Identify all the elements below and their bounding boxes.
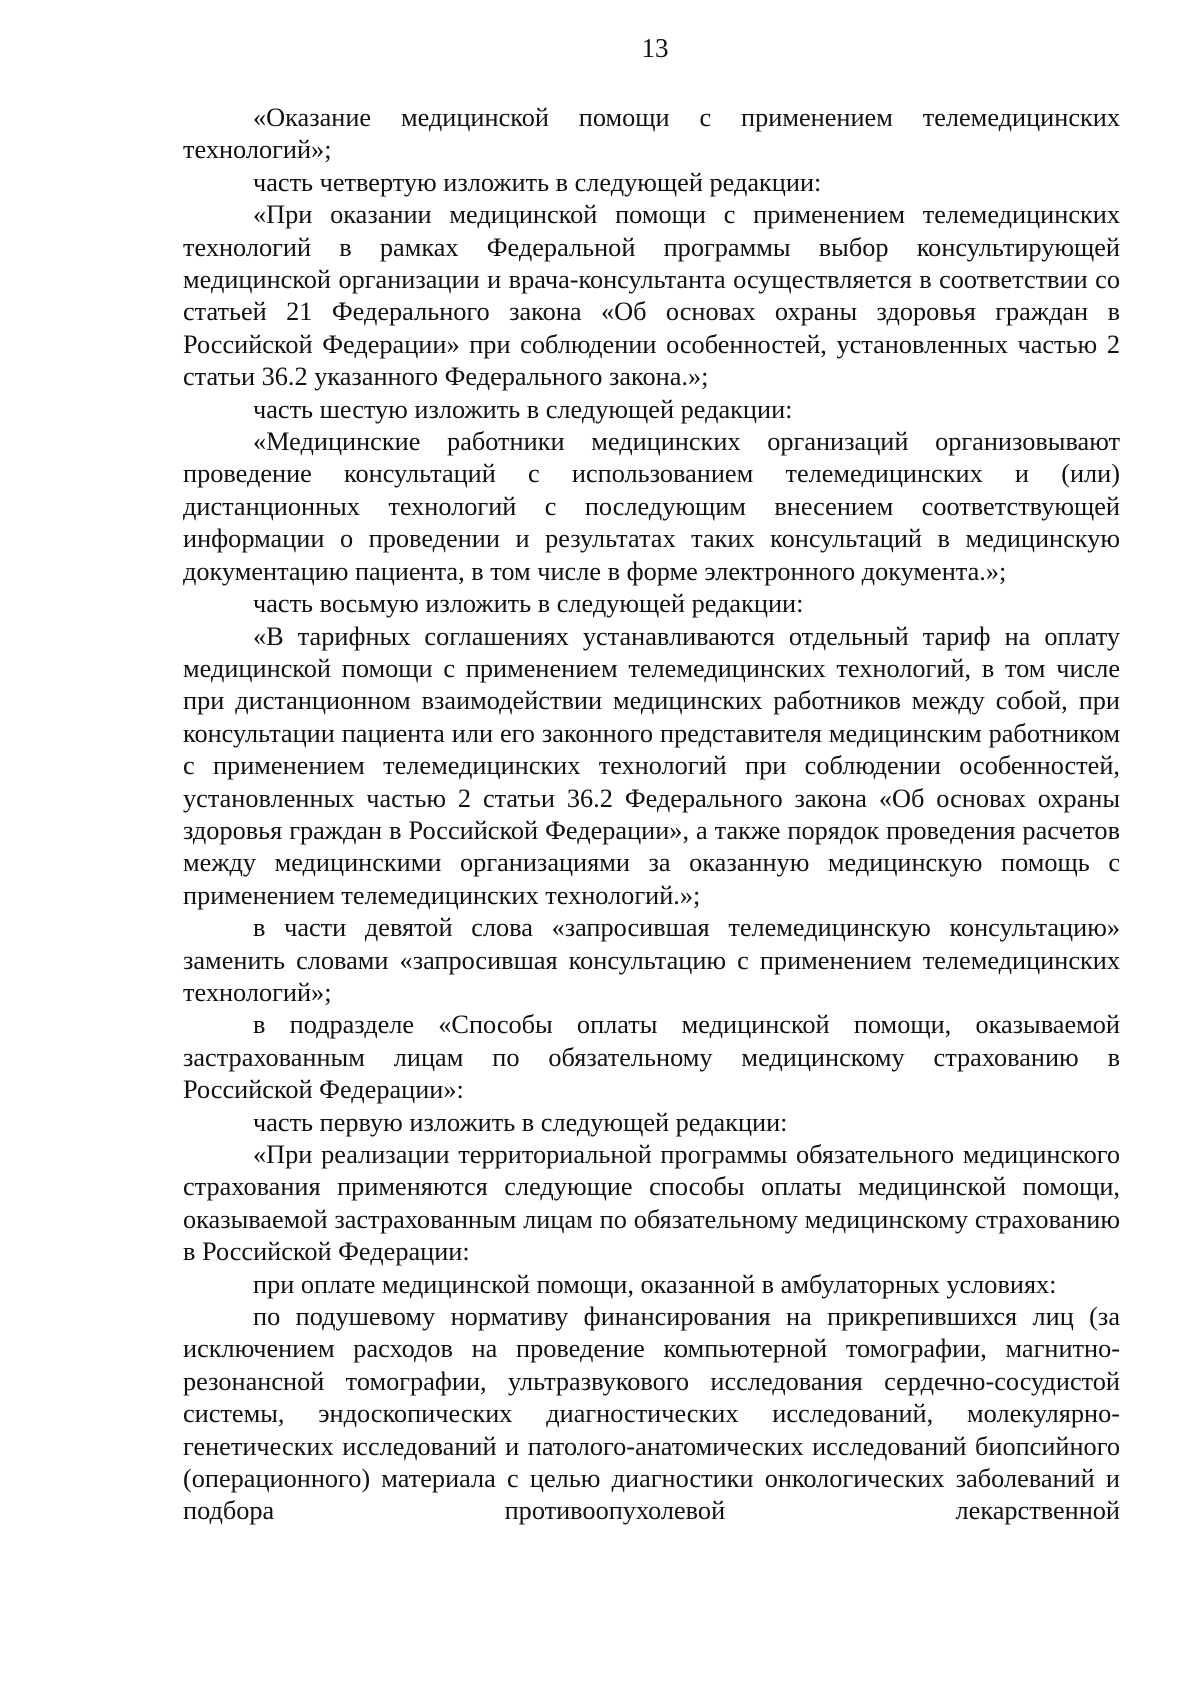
paragraph: «Медицинские работники медицинских организаций организовывают проведение консультаций с использованием телемедицинских и (или) дистанционных технологий с последующим внесением соответствующей информации о проведении и результатах таких консультаций в медицинскую документацию пациента, в том числе в форме электронного документа.»; [183, 427, 1120, 586]
paragraph: часть восьмую изложить в следующей редакции: [253, 589, 804, 619]
paragraph: часть первую изложить в следующей редакции: [253, 1107, 788, 1137]
paragraph: в подразделе «Способы оплаты медицинской помощи, оказываемой застрахованным лицам по обязательному медицинскому страхованию в Российской Федерации»: [183, 1010, 1120, 1105]
paragraph: часть шестую изложить в следующей редакции: [253, 394, 793, 424]
page-number: 13 [641, 33, 669, 63]
paragraph: «При реализации территориальной программы обязательного медицинского страхования применяются следующие способы оплаты медицинской помощи, оказываемой застрахованным лицам по обязательному медицинскому страхованию в Российской Федерации: [183, 1140, 1120, 1267]
paragraph: при оплате медицинской помощи, оказанной в амбулаторных условиях: [253, 1269, 1057, 1299]
paragraph: «При оказании медицинской помощи с применением телемедицинских технологий в рамках Федеральной программы выбор консультирующей медицинской организации и врача-консультанта осуществляется в соответствии со статьей 21 Федерального закона «Об основах охраны здоровья граждан в Российской Федерации» при соблюдении особенностей, установленных частью 2 статьи 36.2 указанного Федерального закона.»; [183, 200, 1120, 392]
paragraph: в части девятой слова «запросившая телемедицинскую консультацию» заменить словами «запросившая консультацию с применением телемедицинских технологий»; [183, 913, 1120, 1007]
paragraph: «Оказание медицинской помощи с применением телемедицинских технологий»; [183, 103, 1120, 165]
paragraph: часть четвертую изложить в следующей редакции: [253, 167, 822, 197]
paragraph: «В тарифных соглашениях устанавливаются отдельный тариф на оплату медицинской помощи с применением телемедицинских технологий, в том числе при дистанционном взаимодействии медицинских работников между собой, при консультации пациента или его законного представителя медицинским работником с применением телемедицинских технологий при соблюдении особенностей, установленных частью 2 статьи 36.2 Федерального закона «Об основах охраны здоровья граждан в Российской Федерации», а также порядок проведения расчетов между медицинскими организациями за оказанную медицинскую помощь с применением телемедицинских технологий.»; [183, 621, 1120, 910]
document-body [183, 102, 1120, 1528]
paragraph: по подушевому нормативу финансирования на прикрепившихся лиц (за исключением расходов на проведение компьютерной томографии, магнитно-резонансной томографии, ультразвукового исследования сердечно-сосудистой системы, эндоскопических диагностических исследований, молекулярно-генетических исследований и патолого-анатомических исследований биопсийного (операционного) материала с целью диагностики онкологических заболеваний и подбора противоопухолевой лекарственной [183, 1302, 1120, 1526]
